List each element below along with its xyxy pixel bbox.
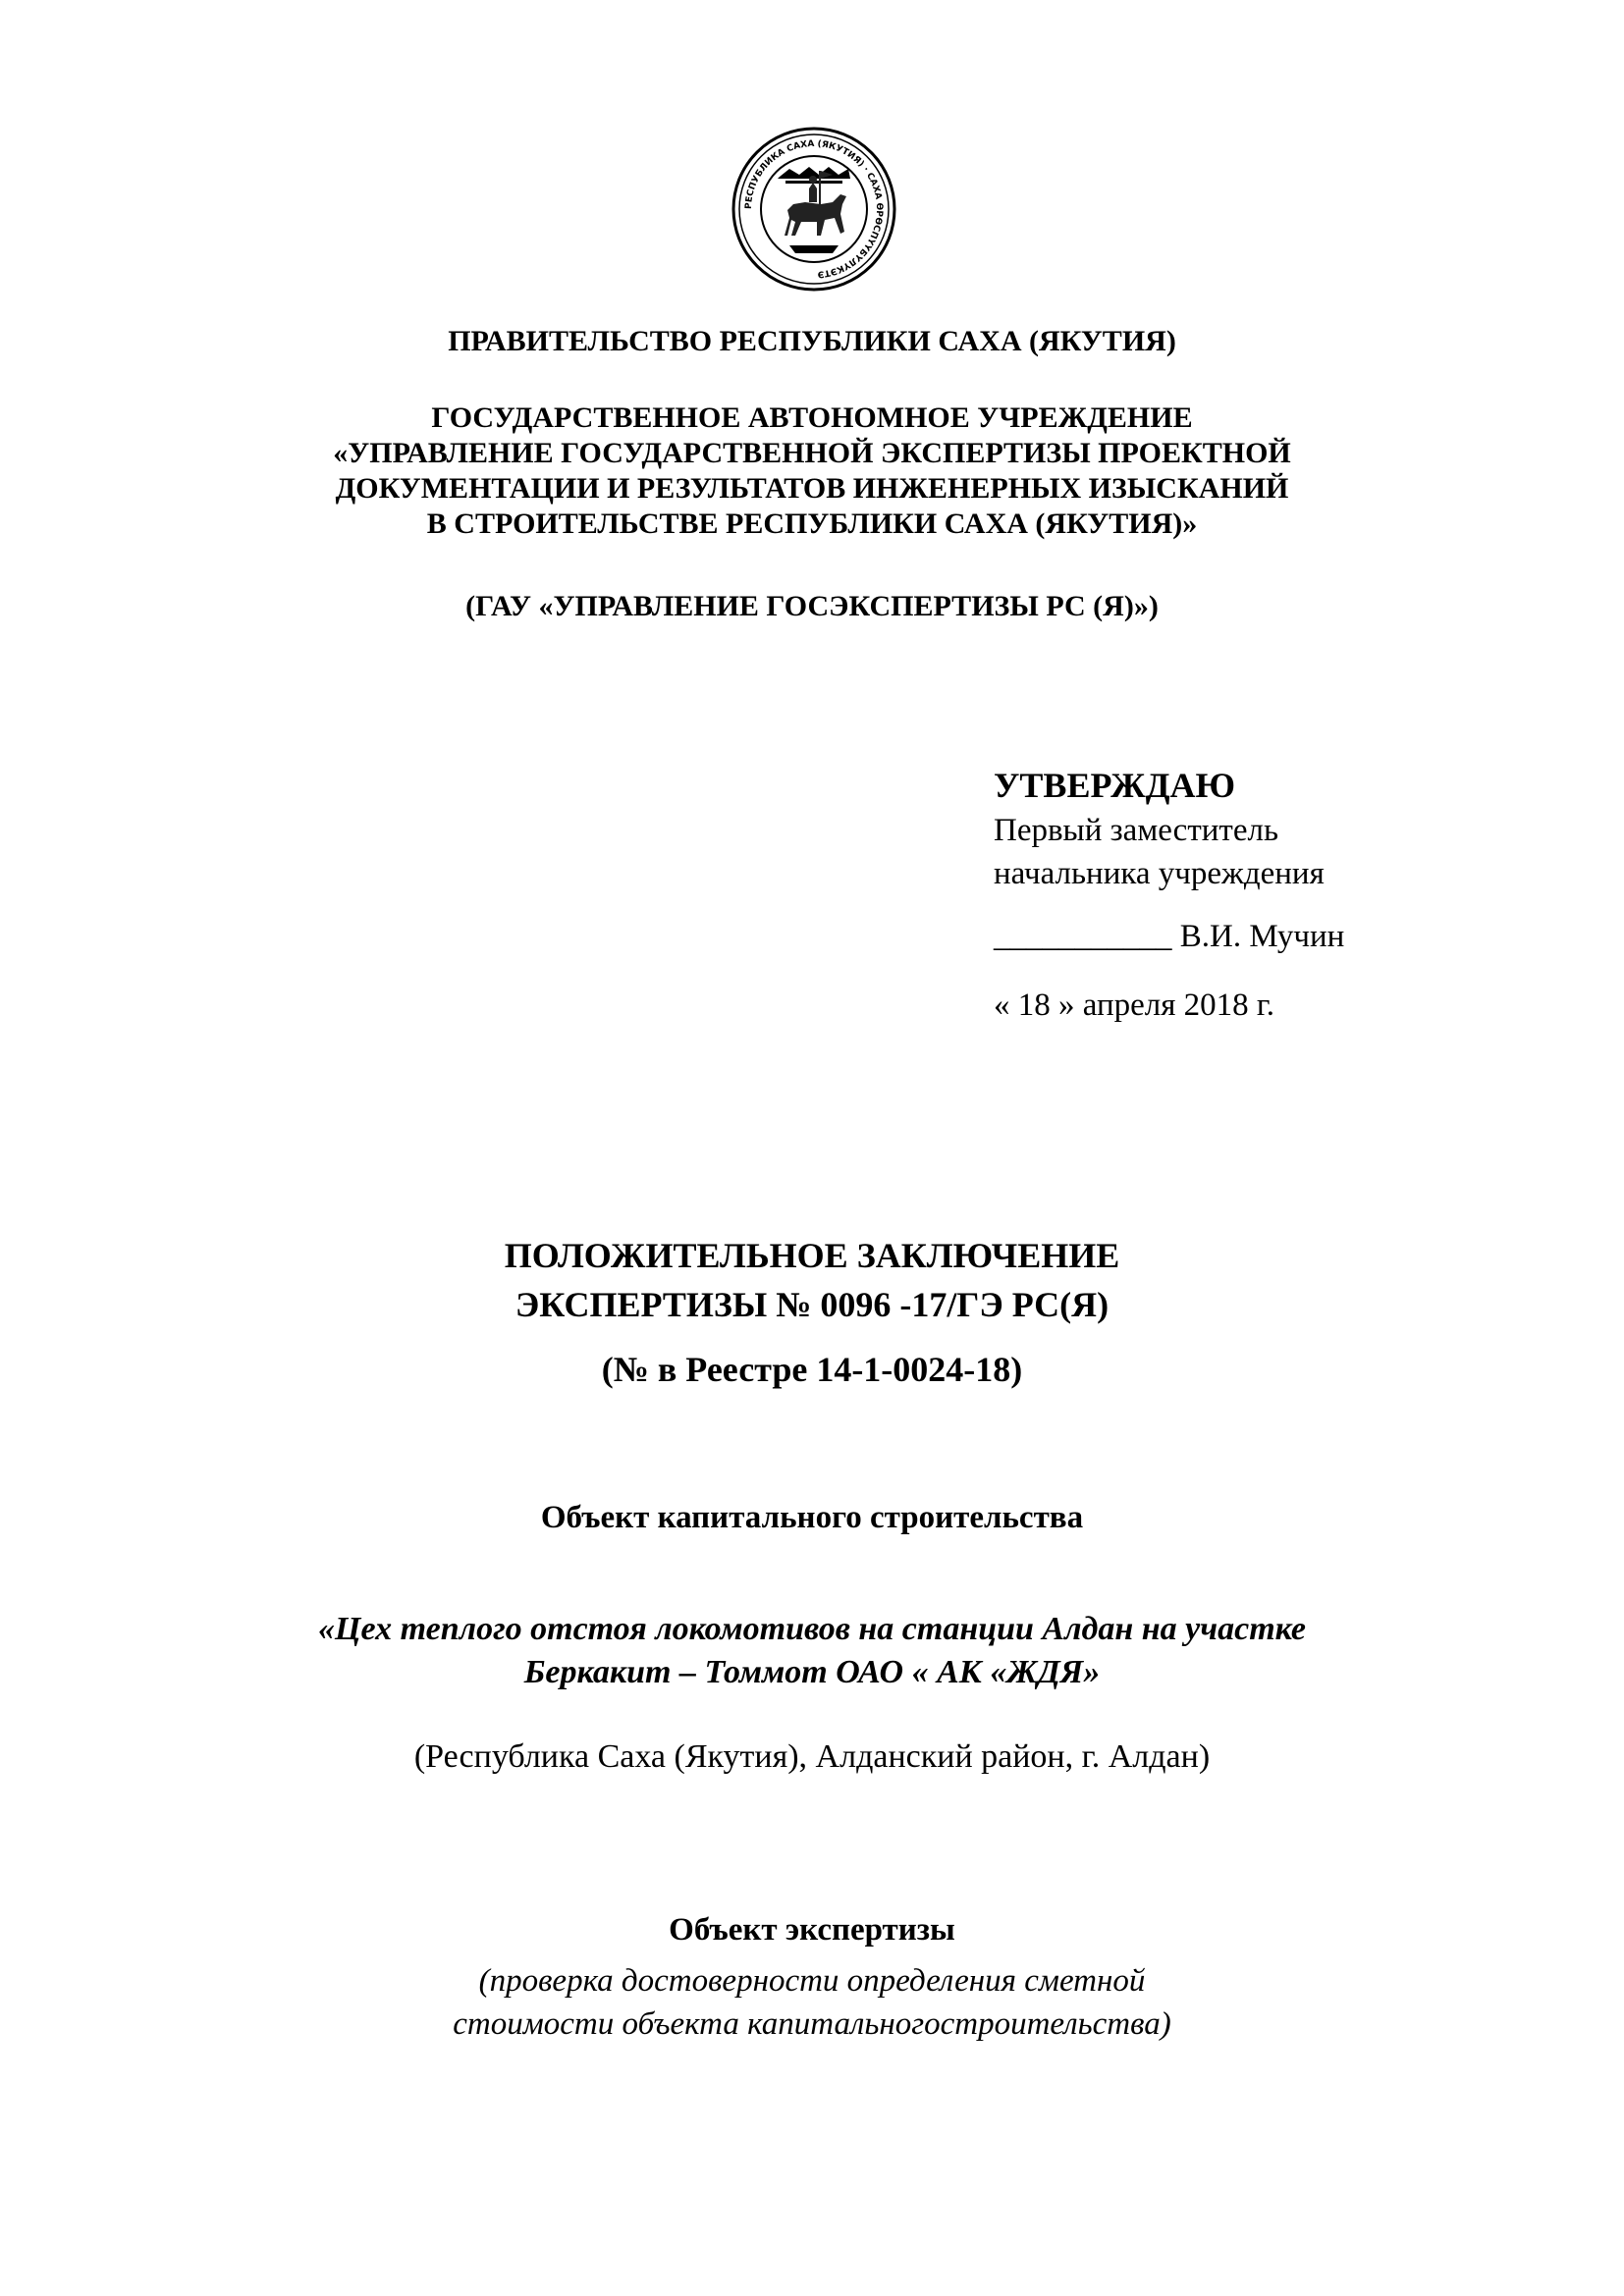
yakutia-coat-of-arms-icon — [731, 126, 897, 293]
institution-line: ДОКУМЕНТАЦИИ И РЕЗУЛЬТАТОВ ИНЖЕНЕРНЫХ ИЗЫСКАНИЙ — [335, 472, 1289, 505]
institution-block — [0, 400, 1624, 542]
object-label — [0, 1496, 1624, 1539]
institution-abbreviation — [0, 589, 1624, 624]
object-name-line: Беркакит – Томмот ОАО « АК «ЖДЯ» — [523, 1654, 1101, 1690]
expertise-description — [0, 1959, 1624, 2046]
conclusion-title-line: ПОЛОЖИТЕЛЬНОЕ ЗАКЛЮЧЕНИЕ — [504, 1236, 1120, 1275]
approval-block — [994, 762, 1344, 1027]
expertise-description-line: (проверка достоверности определения сметной — [478, 1963, 1146, 1999]
conclusion-title-line: ЭКСПЕРТИЗЫ № 0096 -17/ГЭ РС(Я) — [514, 1285, 1110, 1324]
signature-line: ___________ В.И. Мучин — [994, 919, 1345, 954]
object-name — [0, 1608, 1624, 1694]
approval-date: « 18 » апреля 2018 г. — [994, 988, 1274, 1023]
institution-line: ГОСУДАРСТВЕННОЕ АВТОНОМНОЕ УЧРЕЖДЕНИЕ — [431, 401, 1193, 434]
svg-text:РЕСПУБЛИКА САХА (ЯКУТИЯ) · САХ: РЕСПУБЛИКА САХА (ЯКУТИЯ) · САХА ӨРӨСПҮҮБҮЛҮКЭТЭ — [743, 138, 885, 279]
approver-position-line: начальника учреждения — [994, 856, 1325, 891]
object-label-text: Объект капитального строительства — [540, 1500, 1084, 1535]
conclusion-title — [0, 1231, 1624, 1329]
institution-line: «УПРАВЛЕНИЕ ГОСУДАРСТВЕННОЙ ЭКСПЕРТИЗЫ ПРОЕКТНОЙ — [333, 437, 1291, 469]
registry-number — [0, 1345, 1624, 1394]
abbreviation-text: (ГАУ «УПРАВЛЕНИЕ ГОСЭКСПЕРТИЗЫ РС (Я)») — [465, 590, 1159, 622]
government-title — [0, 324, 1624, 359]
approval-heading: УТВЕРЖДАЮ — [994, 766, 1236, 805]
expertise-label-text: Объект экспертизы — [669, 1912, 955, 1948]
expertise-description-line: стоимости объекта капитальногостроительства) — [453, 2006, 1171, 2042]
object-location — [0, 1735, 1624, 1779]
object-name-line: «Цех теплого отстоя локомотивов на станции Алдан на участке — [318, 1611, 1306, 1647]
location-text: (Республика Саха (Якутия), Алданский район, г. Алдан) — [413, 1738, 1211, 1775]
approver-position-line: Первый заместитель — [994, 813, 1278, 848]
government-name: ПРАВИТЕЛЬСТВО РЕСПУБЛИКИ САХА (ЯКУТИЯ) — [448, 325, 1176, 357]
institution-line: В СТРОИТЕЛЬСТВЕ РЕСПУБЛИКИ САХА (ЯКУТИЯ)» — [426, 507, 1198, 540]
registry-text: (№ в Реестре 14-1-0024-18) — [601, 1350, 1023, 1389]
expertise-label — [0, 1908, 1624, 1951]
